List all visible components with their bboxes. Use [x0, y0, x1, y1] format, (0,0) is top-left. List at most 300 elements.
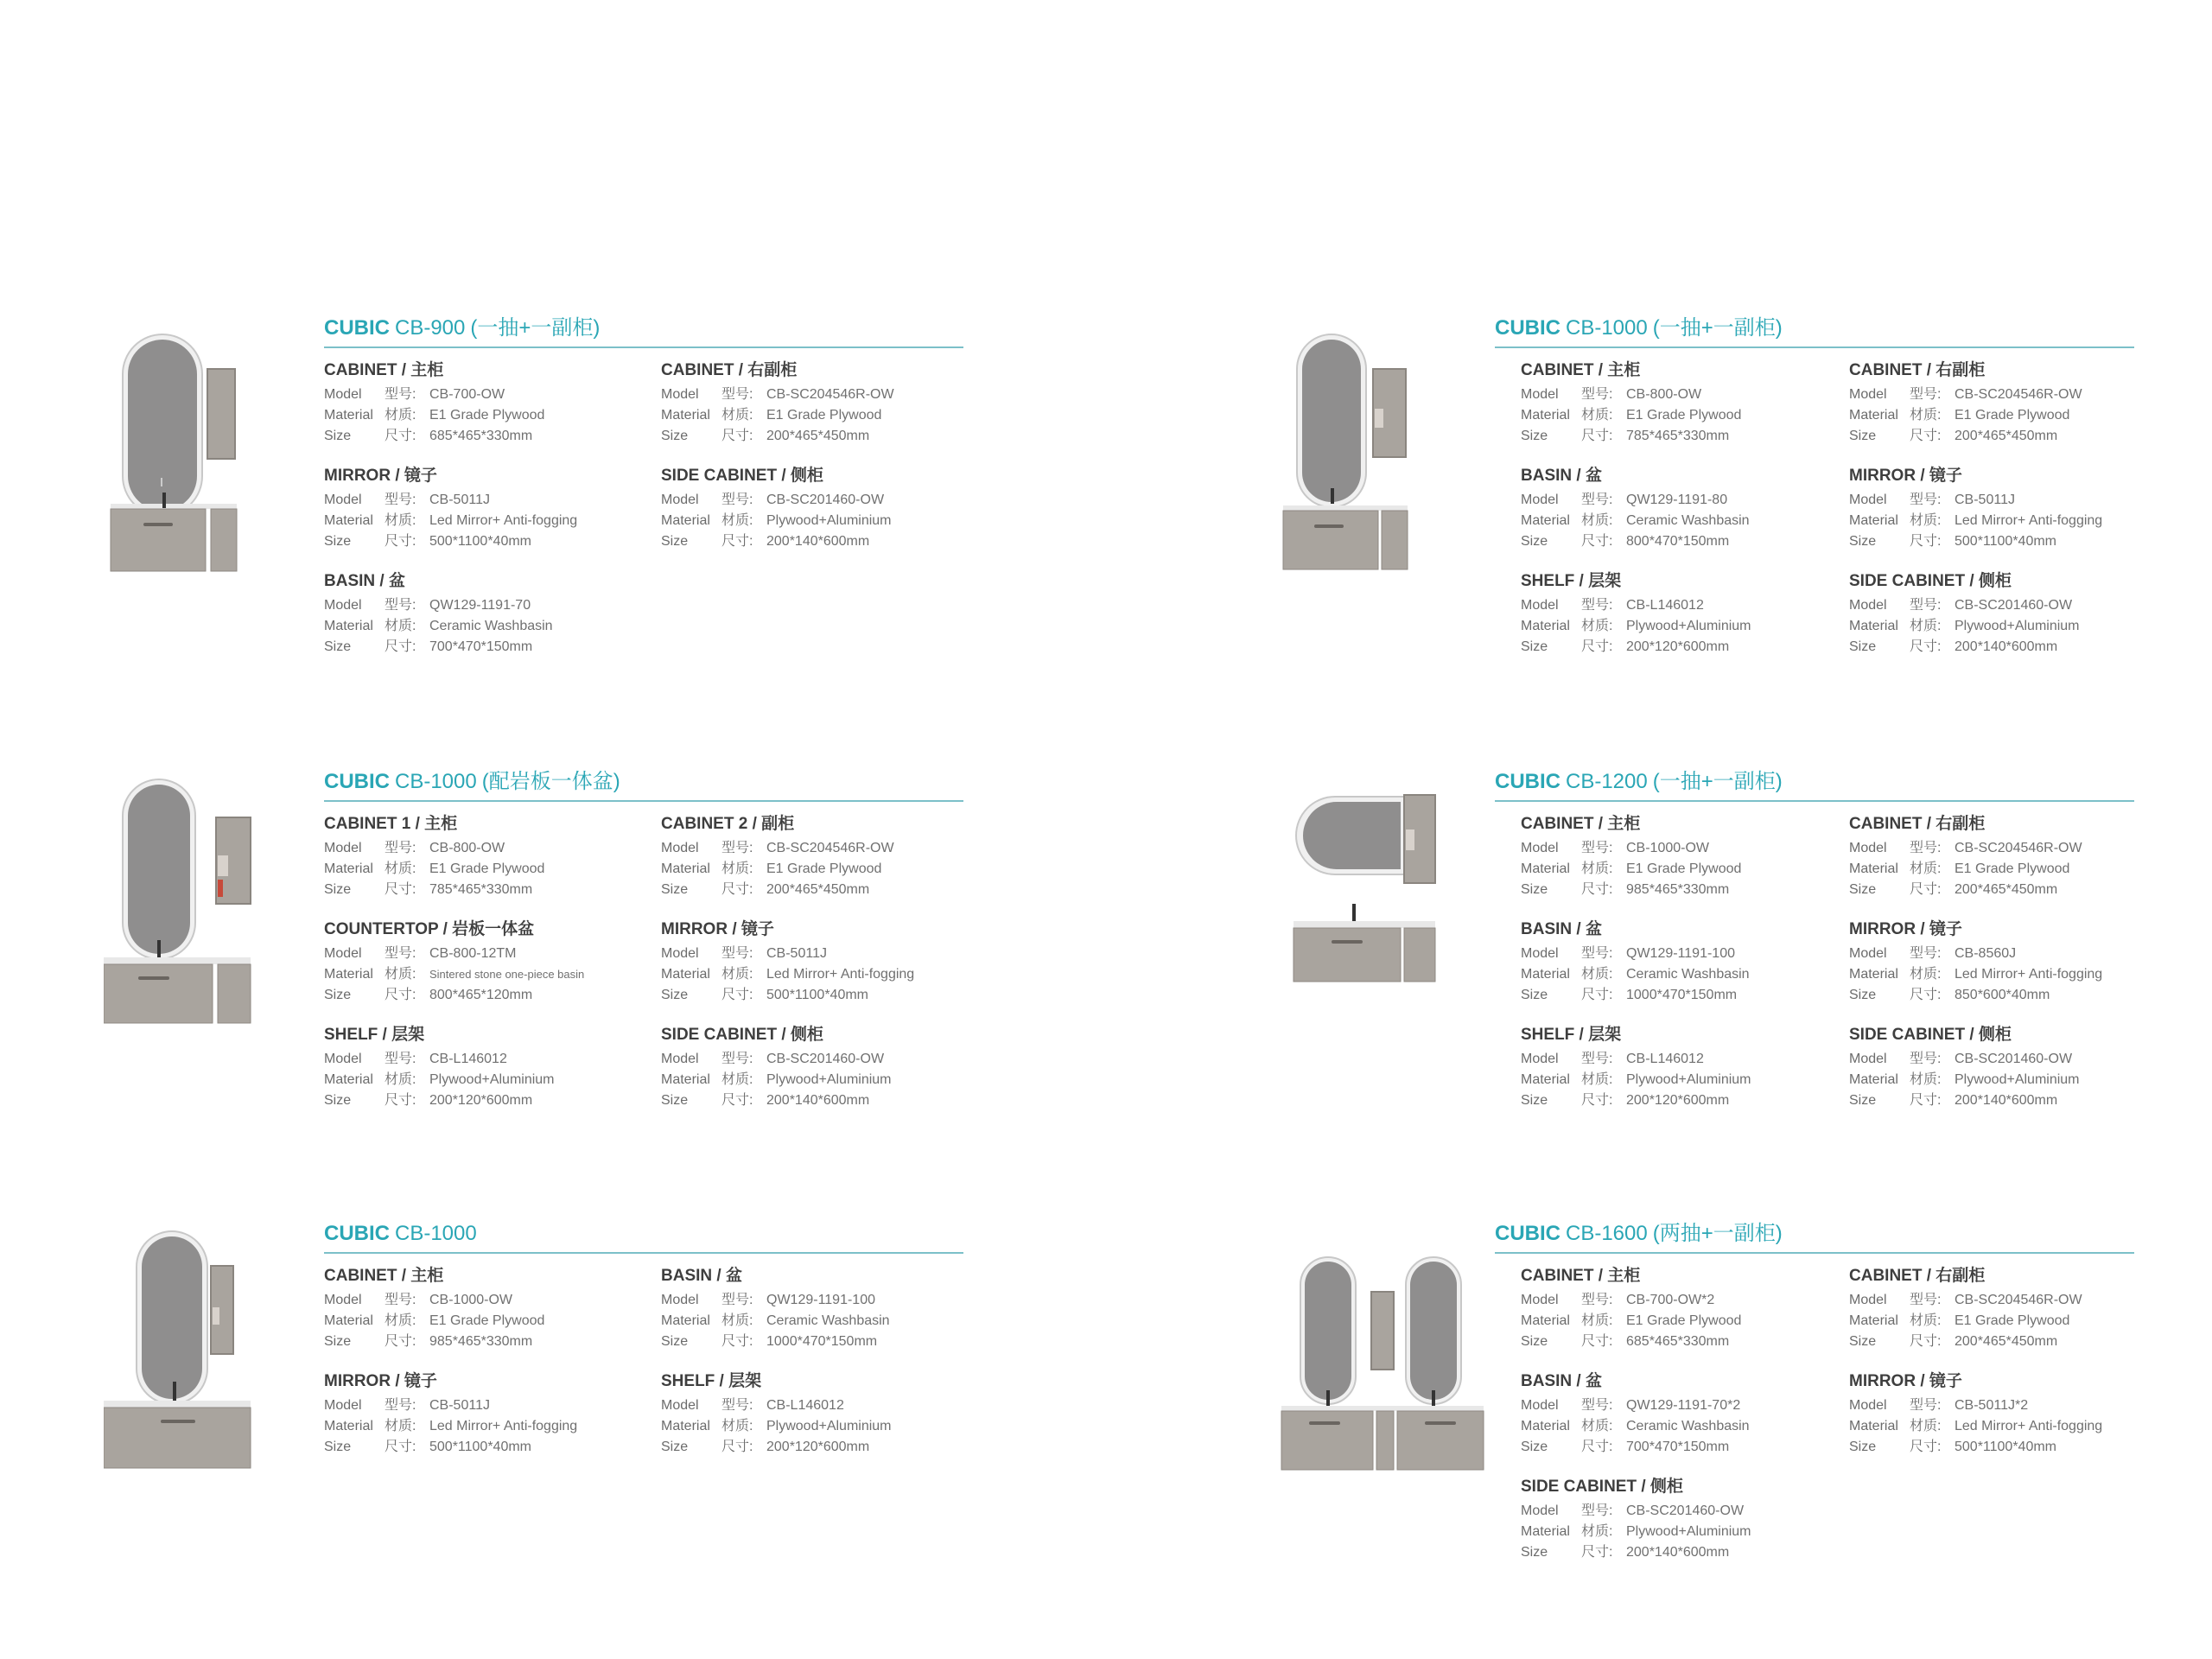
- model-row: Model 型号: CB-L146012: [1521, 1052, 1704, 1066]
- size-row: Size 尺寸: 200*120*600mm: [1521, 639, 1730, 654]
- material-row: Material 材质: Plywood+Aluminium: [661, 1072, 892, 1087]
- spec-column: [1849, 814, 2177, 1130]
- size-value: 200*140*600mm: [1955, 639, 2058, 654]
- model-row: Model 型号: CB-5011J: [324, 493, 490, 507]
- material-row: Material 材质: Plywood+Aluminium: [1849, 1072, 2080, 1087]
- model-value: CB-5011J: [1955, 493, 2015, 507]
- size-value: 200*465*450mm: [1955, 1334, 2058, 1349]
- size-value: 200*465*450mm: [766, 882, 870, 897]
- material-value: Plywood+Aluminium: [766, 1419, 892, 1433]
- size-value: 200*140*600mm: [1626, 1545, 1730, 1560]
- material-value: Sintered stone one-piece basin: [429, 968, 585, 981]
- material-row: Material 材质: Led Mirror+ Anti-fogging: [324, 513, 578, 528]
- component-spec: [1521, 1371, 1849, 1477]
- size-value: 800*470*150mm: [1626, 534, 1730, 549]
- size-value: 200*120*600mm: [429, 1093, 533, 1108]
- product-cb-1600: [1274, 1221, 2212, 1636]
- material-value: Led Mirror+ Anti-fogging: [1955, 513, 2103, 528]
- component-title: CABINET / 主柜: [1521, 815, 1641, 833]
- component-title: BASIN / 盆: [1521, 467, 1602, 485]
- material-row: Material 材质: Led Mirror+ Anti-fogging: [324, 1419, 578, 1433]
- component-spec: [1521, 466, 1849, 571]
- vanity-illustration: [1274, 1221, 1499, 1497]
- model-row: Model 型号: CB-SC204546R-OW: [661, 387, 894, 402]
- component-title: SIDE CABINET / 侧柜: [1849, 1026, 2012, 1044]
- component-title: BASIN / 盆: [661, 1267, 742, 1285]
- model-value: CB-SC204546R-OW: [766, 841, 894, 855]
- product-title: [1495, 1221, 2134, 1254]
- component-spec: [1849, 919, 2177, 1025]
- model-row: Model 型号: CB-5011J: [324, 1398, 490, 1413]
- model-value: CB-SC204546R-OW: [1955, 1293, 2082, 1307]
- spec-column: [324, 360, 652, 677]
- model-row: Model 型号: CB-5011J*2: [1849, 1398, 2029, 1413]
- model-value: CB-SC201460-OW: [766, 1052, 885, 1066]
- model-row: Model 型号: CB-1000-OW: [1521, 841, 1710, 855]
- product-cb-1200: [1274, 769, 2212, 1184]
- material-row: Material 材质: Ceramic Washbasin: [1521, 1419, 1750, 1433]
- material-row: Material 材质: Ceramic Washbasin: [661, 1313, 890, 1328]
- material-row: Material 材质: E1 Grade Plywood: [324, 1313, 545, 1328]
- material-row: Material 材质: E1 Grade Plywood: [324, 861, 545, 876]
- component-title: CABINET / 主柜: [324, 361, 444, 379]
- size-row: Size 尺寸: 500*1100*40mm: [324, 534, 532, 549]
- spec-column: [1521, 814, 1849, 1130]
- size-value: 200*465*450mm: [1955, 882, 2058, 897]
- vanity-illustration: [104, 1221, 259, 1489]
- model-value: CB-SC204546R-OW: [1955, 841, 2082, 855]
- material-row: Material 材质: E1 Grade Plywood: [324, 408, 545, 423]
- size-row: Size 尺寸: 500*1100*40mm: [661, 988, 869, 1002]
- spec-column: [324, 1266, 652, 1477]
- component-title: MIRROR / 镜子: [324, 1372, 437, 1390]
- material-value: E1 Grade Plywood: [1626, 408, 1742, 423]
- material-value: Ceramic Washbasin: [766, 1313, 890, 1328]
- size-value: 200*465*450mm: [766, 429, 870, 443]
- material-value: E1 Grade Plywood: [1955, 408, 2070, 423]
- component-title: SHELF / 层架: [661, 1372, 762, 1390]
- product-cb-1000-b: [104, 769, 1313, 1184]
- series-code: CB-900: [395, 316, 466, 340]
- material-row: Material 材质: E1 Grade Plywood: [1849, 1313, 2070, 1328]
- model-value: CB-800-OW: [1626, 387, 1702, 402]
- component-spec: [324, 1371, 652, 1477]
- model-row: Model 型号: CB-L146012: [661, 1398, 844, 1413]
- size-value: 500*1100*40mm: [766, 988, 869, 1002]
- size-row: Size 尺寸: 785*465*330mm: [324, 882, 533, 897]
- model-row: Model 型号: CB-SC204546R-OW: [1849, 387, 2082, 402]
- brand-name: CUBIC: [324, 770, 390, 793]
- material-row: Material 材质: E1 Grade Plywood: [661, 861, 882, 876]
- material-value: Led Mirror+ Anti-fogging: [429, 1419, 578, 1433]
- size-value: 200*140*600mm: [766, 534, 870, 549]
- material-row: Material 材质: Plywood+Aluminium: [661, 513, 892, 528]
- model-value: CB-5011J: [429, 1398, 490, 1413]
- size-value: 800*465*120mm: [429, 988, 533, 1002]
- component-title: CABINET / 主柜: [1521, 1267, 1641, 1285]
- model-value: QW129-1191-100: [766, 1293, 875, 1307]
- size-row: Size 尺寸: 700*470*150mm: [1521, 1440, 1730, 1454]
- model-value: CB-L146012: [766, 1398, 844, 1413]
- model-value: QW129-1191-70: [429, 598, 531, 613]
- material-row: Material 材质: Sintered stone one-piece basin: [324, 967, 585, 982]
- size-row: Size 尺寸: 200*465*450mm: [661, 882, 870, 897]
- component-title: MIRROR / 镜子: [1849, 1372, 1962, 1390]
- model-row: Model 型号: CB-SC201460-OW: [1849, 598, 2073, 613]
- component-spec: [1849, 1371, 2177, 1477]
- brand-name: CUBIC: [324, 1222, 390, 1245]
- component-spec: [1849, 466, 2177, 571]
- spec-column: [1521, 360, 1849, 677]
- model-row: Model 型号: QW129-1191-70: [324, 598, 531, 613]
- component-title: BASIN / 盆: [1521, 920, 1602, 938]
- size-value: 785*465*330mm: [429, 882, 533, 897]
- component-spec: [324, 1025, 652, 1130]
- component-title: SHELF / 层架: [1521, 572, 1622, 590]
- size-value: 685*465*330mm: [1626, 1334, 1730, 1349]
- component-title: SIDE CABINET / 侧柜: [1521, 1478, 1683, 1496]
- spec-column: [1521, 1266, 1849, 1582]
- component-spec: [1521, 1266, 1849, 1371]
- component-spec: [1521, 919, 1849, 1025]
- series-note: (一抽+一副柜): [1652, 316, 1783, 340]
- size-value: 985*465*330mm: [1626, 882, 1730, 897]
- series-note: (配岩板一体盆): [481, 770, 620, 793]
- component-title: SIDE CABINET / 侧柜: [1849, 572, 2012, 590]
- model-row: Model 型号: QW129-1191-70*2: [1521, 1398, 1741, 1413]
- model-row: Model 型号: CB-5011J: [1849, 493, 2015, 507]
- material-value: Led Mirror+ Anti-fogging: [1955, 967, 2103, 982]
- component-spec: [1849, 360, 2177, 466]
- material-row: Material 材质: Led Mirror+ Anti-fogging: [1849, 967, 2103, 982]
- model-row: Model 型号: QW129-1191-100: [1521, 946, 1735, 961]
- model-value: CB-1000-OW: [1626, 841, 1710, 855]
- component-spec: [661, 919, 989, 1025]
- material-value: E1 Grade Plywood: [1955, 861, 2070, 876]
- size-value: 200*465*450mm: [1955, 429, 2058, 443]
- material-row: Material 材质: E1 Grade Plywood: [1521, 1313, 1742, 1328]
- vanity-illustration: [1274, 315, 1430, 583]
- product-title: [1495, 769, 2134, 802]
- size-row: Size 尺寸: 850*600*40mm: [1849, 988, 2050, 1002]
- size-value: 1000*470*150mm: [1626, 988, 1738, 1002]
- size-value: 700*470*150mm: [429, 639, 533, 654]
- material-row: Material 材质: Led Mirror+ Anti-fogging: [661, 967, 915, 982]
- component-spec: [324, 360, 652, 466]
- product-title: [324, 315, 963, 348]
- component-title: MIRROR / 镜子: [324, 467, 437, 485]
- material-row: Material 材质: E1 Grade Plywood: [1521, 408, 1742, 423]
- size-row: Size 尺寸: 800*465*120mm: [324, 988, 533, 1002]
- size-value: 500*1100*40mm: [429, 534, 532, 549]
- model-value: CB-SC201460-OW: [1626, 1503, 1745, 1518]
- component-spec: [324, 571, 652, 677]
- model-row: Model 型号: CB-700-OW*2: [1521, 1293, 1715, 1307]
- model-row: Model 型号: CB-SC201460-OW: [661, 1052, 885, 1066]
- component-title: SHELF / 层架: [324, 1026, 425, 1044]
- size-row: Size 尺寸: 500*1100*40mm: [1849, 534, 2057, 549]
- series-note: (一抽+一副柜): [470, 316, 601, 340]
- size-value: 985*465*330mm: [429, 1334, 533, 1349]
- component-spec: [1521, 360, 1849, 466]
- model-value: CB-700-OW: [429, 387, 505, 402]
- size-row: Size 尺寸: 985*465*330mm: [324, 1334, 533, 1349]
- size-row: Size 尺寸: 200*465*450mm: [1849, 882, 2058, 897]
- material-row: Material 材质: Ceramic Washbasin: [1521, 513, 1750, 528]
- material-value: Ceramic Washbasin: [1626, 1419, 1750, 1433]
- model-value: CB-5011J*2: [1955, 1398, 2029, 1413]
- material-row: Material 材质: Plywood+Aluminium: [1521, 619, 1751, 633]
- model-row: Model 型号: CB-8560J: [1849, 946, 2017, 961]
- size-value: 685*465*330mm: [429, 429, 533, 443]
- material-row: Material 材质: E1 Grade Plywood: [1849, 408, 2070, 423]
- component-title: CABINET 2 / 副柜: [661, 815, 795, 833]
- size-value: 200*120*600mm: [1626, 639, 1730, 654]
- size-value: 1000*470*150mm: [766, 1334, 878, 1349]
- vanity-illustration: [1274, 769, 1439, 1037]
- size-row: Size 尺寸: 1000*470*150mm: [661, 1334, 878, 1349]
- model-value: CB-5011J: [429, 493, 490, 507]
- vanity-illustration: [104, 769, 259, 1037]
- size-row: Size 尺寸: 200*120*600mm: [324, 1093, 533, 1108]
- material-value: Ceramic Washbasin: [429, 619, 553, 633]
- material-value: Plywood+Aluminium: [1626, 619, 1751, 633]
- material-row: Material 材质: E1 Grade Plywood: [1849, 861, 2070, 876]
- model-value: CB-8560J: [1955, 946, 2017, 961]
- material-value: Plywood+Aluminium: [1955, 1072, 2080, 1087]
- model-row: Model 型号: CB-SC204546R-OW: [661, 841, 894, 855]
- material-value: E1 Grade Plywood: [1955, 1313, 2070, 1328]
- model-row: Model 型号: CB-800-OW: [324, 841, 505, 855]
- material-value: E1 Grade Plywood: [1626, 1313, 1742, 1328]
- spec-column: [661, 360, 989, 571]
- size-row: Size 尺寸: 1000*470*150mm: [1521, 988, 1738, 1002]
- model-row: Model 型号: CB-L146012: [324, 1052, 507, 1066]
- component-spec: [1849, 571, 2177, 677]
- component-title: MIRROR / 镜子: [1849, 920, 1962, 938]
- component-spec: [661, 360, 989, 466]
- material-value: Led Mirror+ Anti-fogging: [766, 967, 915, 982]
- model-row: Model 型号: CB-SC201460-OW: [1849, 1052, 2073, 1066]
- model-value: CB-L146012: [1626, 1052, 1704, 1066]
- model-value: QW129-1191-80: [1626, 493, 1728, 507]
- material-row: Material 材质: Plywood+Aluminium: [1849, 619, 2080, 633]
- component-title: SIDE CABINET / 侧柜: [661, 467, 823, 485]
- size-row: Size 尺寸: 785*465*330mm: [1521, 429, 1730, 443]
- component-spec: [1521, 814, 1849, 919]
- material-row: Material 材质: Plywood+Aluminium: [324, 1072, 555, 1087]
- model-row: Model 型号: CB-SC204546R-OW: [1849, 841, 2082, 855]
- size-row: Size 尺寸: 500*1100*40mm: [1849, 1440, 2057, 1454]
- material-row: Material 材质: Ceramic Washbasin: [324, 619, 553, 633]
- material-row: Material 材质: E1 Grade Plywood: [661, 408, 882, 423]
- material-value: E1 Grade Plywood: [429, 408, 545, 423]
- material-value: E1 Grade Plywood: [429, 1313, 545, 1328]
- model-value: QW129-1191-70*2: [1626, 1398, 1741, 1413]
- size-row: Size 尺寸: 685*465*330mm: [324, 429, 533, 443]
- material-value: Plywood+Aluminium: [766, 1072, 892, 1087]
- size-row: Size 尺寸: 700*470*150mm: [324, 639, 533, 654]
- material-value: Plywood+Aluminium: [1955, 619, 2080, 633]
- material-value: E1 Grade Plywood: [766, 861, 882, 876]
- material-value: Led Mirror+ Anti-fogging: [1955, 1419, 2103, 1433]
- model-row: Model 型号: CB-700-OW: [324, 387, 505, 402]
- size-value: 200*140*600mm: [766, 1093, 870, 1108]
- component-spec: [661, 1371, 989, 1477]
- size-value: 200*120*600mm: [766, 1440, 870, 1454]
- component-spec: [1849, 814, 2177, 919]
- product-cb-1000-c: [104, 1221, 1313, 1636]
- component-title: CABINET / 右副柜: [1849, 1267, 1986, 1285]
- model-row: Model 型号: CB-SC204546R-OW: [1849, 1293, 2082, 1307]
- material-row: Material 材质: Plywood+Aluminium: [661, 1419, 892, 1433]
- product-cb-1000-a: [1274, 315, 2212, 730]
- size-row: Size 尺寸: 800*470*150mm: [1521, 534, 1730, 549]
- size-value: 700*470*150mm: [1626, 1440, 1730, 1454]
- series-code: CB-1600: [1566, 1222, 1648, 1245]
- model-value: CB-800-12TM: [429, 946, 517, 961]
- material-row: Material 材质: Plywood+Aluminium: [1521, 1524, 1751, 1539]
- model-value: CB-700-OW*2: [1626, 1293, 1715, 1307]
- component-title: BASIN / 盆: [1521, 1372, 1602, 1390]
- component-title: CABINET / 主柜: [324, 1267, 444, 1285]
- component-spec: [1521, 1477, 1849, 1582]
- model-row: Model 型号: CB-L146012: [1521, 598, 1704, 613]
- component-spec: [1849, 1025, 2177, 1130]
- model-row: Model 型号: CB-SC201460-OW: [661, 493, 885, 507]
- component-title: CABINET / 右副柜: [1849, 815, 1986, 833]
- model-value: CB-L146012: [1626, 598, 1704, 613]
- spec-column: [661, 1266, 989, 1477]
- model-value: CB-SC204546R-OW: [1955, 387, 2082, 402]
- size-row: Size 尺寸: 685*465*330mm: [1521, 1334, 1730, 1349]
- size-value: 500*1100*40mm: [1955, 534, 2057, 549]
- product-title: [324, 769, 963, 802]
- size-row: Size 尺寸: 985*465*330mm: [1521, 882, 1730, 897]
- model-value: CB-1000-OW: [429, 1293, 513, 1307]
- model-value: CB-SC201460-OW: [1955, 1052, 2073, 1066]
- size-value: 200*120*600mm: [1626, 1093, 1730, 1108]
- component-spec: [324, 814, 652, 919]
- series-note: (两抽+一副柜): [1652, 1222, 1783, 1245]
- material-row: Material 材质: Plywood+Aluminium: [1521, 1072, 1751, 1087]
- size-row: Size 尺寸: 200*140*600mm: [1521, 1545, 1730, 1560]
- size-row: Size 尺寸: 200*120*600mm: [1521, 1093, 1730, 1108]
- product-cb-900: [104, 315, 1313, 730]
- spec-column: [324, 814, 652, 1130]
- size-row: Size 尺寸: 500*1100*40mm: [324, 1440, 532, 1454]
- component-title: MIRROR / 镜子: [661, 920, 774, 938]
- component-spec: [324, 466, 652, 571]
- material-value: Plywood+Aluminium: [1626, 1072, 1751, 1087]
- size-row: Size 尺寸: 200*465*450mm: [661, 429, 870, 443]
- series-code: CB-1000: [395, 770, 477, 793]
- model-value: CB-L146012: [429, 1052, 507, 1066]
- material-row: Material 材质: Led Mirror+ Anti-fogging: [1849, 1419, 2103, 1433]
- component-spec: [324, 919, 652, 1025]
- brand-name: CUBIC: [1495, 316, 1560, 340]
- component-spec: [661, 466, 989, 571]
- material-value: Plywood+Aluminium: [766, 513, 892, 528]
- model-row: Model 型号: QW129-1191-100: [661, 1293, 875, 1307]
- size-row: Size 尺寸: 200*140*600mm: [661, 534, 870, 549]
- material-value: Plywood+Aluminium: [1626, 1524, 1751, 1539]
- component-title: CABINET 1 / 主柜: [324, 815, 458, 833]
- material-row: Material 材质: E1 Grade Plywood: [1521, 861, 1742, 876]
- model-value: CB-5011J: [766, 946, 827, 961]
- model-value: CB-SC204546R-OW: [766, 387, 894, 402]
- material-value: Led Mirror+ Anti-fogging: [429, 513, 578, 528]
- product-title: [324, 1221, 963, 1254]
- size-value: 850*600*40mm: [1955, 988, 2050, 1002]
- size-row: Size 尺寸: 200*140*600mm: [1849, 1093, 2058, 1108]
- component-spec: [1521, 1025, 1849, 1130]
- component-title: COUNTERTOP / 岩板一体盆: [324, 920, 535, 938]
- size-value: 785*465*330mm: [1626, 429, 1730, 443]
- model-row: Model 型号: CB-800-OW: [1521, 387, 1702, 402]
- size-row: Size 尺寸: 200*465*450mm: [1849, 1334, 2058, 1349]
- component-title: BASIN / 盆: [324, 572, 405, 590]
- component-spec: [1849, 1266, 2177, 1371]
- component-spec: [661, 814, 989, 919]
- series-code: CB-1200: [1566, 770, 1648, 793]
- size-value: 200*140*600mm: [1955, 1093, 2058, 1108]
- material-value: Ceramic Washbasin: [1626, 967, 1750, 982]
- component-spec: [661, 1025, 989, 1130]
- component-title: CABINET / 右副柜: [1849, 361, 1986, 379]
- material-value: Plywood+Aluminium: [429, 1072, 555, 1087]
- component-title: CABINET / 主柜: [1521, 361, 1641, 379]
- model-value: CB-800-OW: [429, 841, 505, 855]
- size-row: Size 尺寸: 200*140*600mm: [661, 1093, 870, 1108]
- size-value: 500*1100*40mm: [429, 1440, 532, 1454]
- material-value: E1 Grade Plywood: [1626, 861, 1742, 876]
- material-value: Ceramic Washbasin: [1626, 513, 1750, 528]
- vanity-illustration: [104, 315, 259, 583]
- size-row: Size 尺寸: 200*120*600mm: [661, 1440, 870, 1454]
- model-row: Model 型号: CB-800-12TM: [324, 946, 517, 961]
- material-row: Material 材质: Ceramic Washbasin: [1521, 967, 1750, 982]
- component-title: CABINET / 右副柜: [661, 361, 798, 379]
- model-row: Model 型号: QW129-1191-80: [1521, 493, 1728, 507]
- model-value: QW129-1191-100: [1626, 946, 1735, 961]
- component-spec: [1521, 571, 1849, 677]
- size-row: Size 尺寸: 200*140*600mm: [1849, 639, 2058, 654]
- component-title: SIDE CABINET / 侧柜: [661, 1026, 823, 1044]
- brand-name: CUBIC: [1495, 1222, 1560, 1245]
- series-code: CB-1000: [395, 1222, 477, 1245]
- material-value: E1 Grade Plywood: [766, 408, 882, 423]
- material-value: E1 Grade Plywood: [429, 861, 545, 876]
- series-note: (一抽+一副柜): [1652, 770, 1783, 793]
- component-spec: [661, 1266, 989, 1371]
- model-value: CB-SC201460-OW: [1955, 598, 2073, 613]
- model-row: Model 型号: CB-5011J: [661, 946, 827, 961]
- model-row: Model 型号: CB-SC201460-OW: [1521, 1503, 1745, 1518]
- spec-column: [661, 814, 989, 1130]
- series-code: CB-1000: [1566, 316, 1648, 340]
- component-spec: [324, 1266, 652, 1371]
- model-value: CB-SC201460-OW: [766, 493, 885, 507]
- material-row: Material 材质: Led Mirror+ Anti-fogging: [1849, 513, 2103, 528]
- size-value: 500*1100*40mm: [1955, 1440, 2057, 1454]
- brand-name: CUBIC: [324, 316, 390, 340]
- size-row: Size 尺寸: 200*465*450mm: [1849, 429, 2058, 443]
- model-row: Model 型号: CB-1000-OW: [324, 1293, 513, 1307]
- spec-column: [1849, 360, 2177, 677]
- brand-name: CUBIC: [1495, 770, 1560, 793]
- product-title: [1495, 315, 2134, 348]
